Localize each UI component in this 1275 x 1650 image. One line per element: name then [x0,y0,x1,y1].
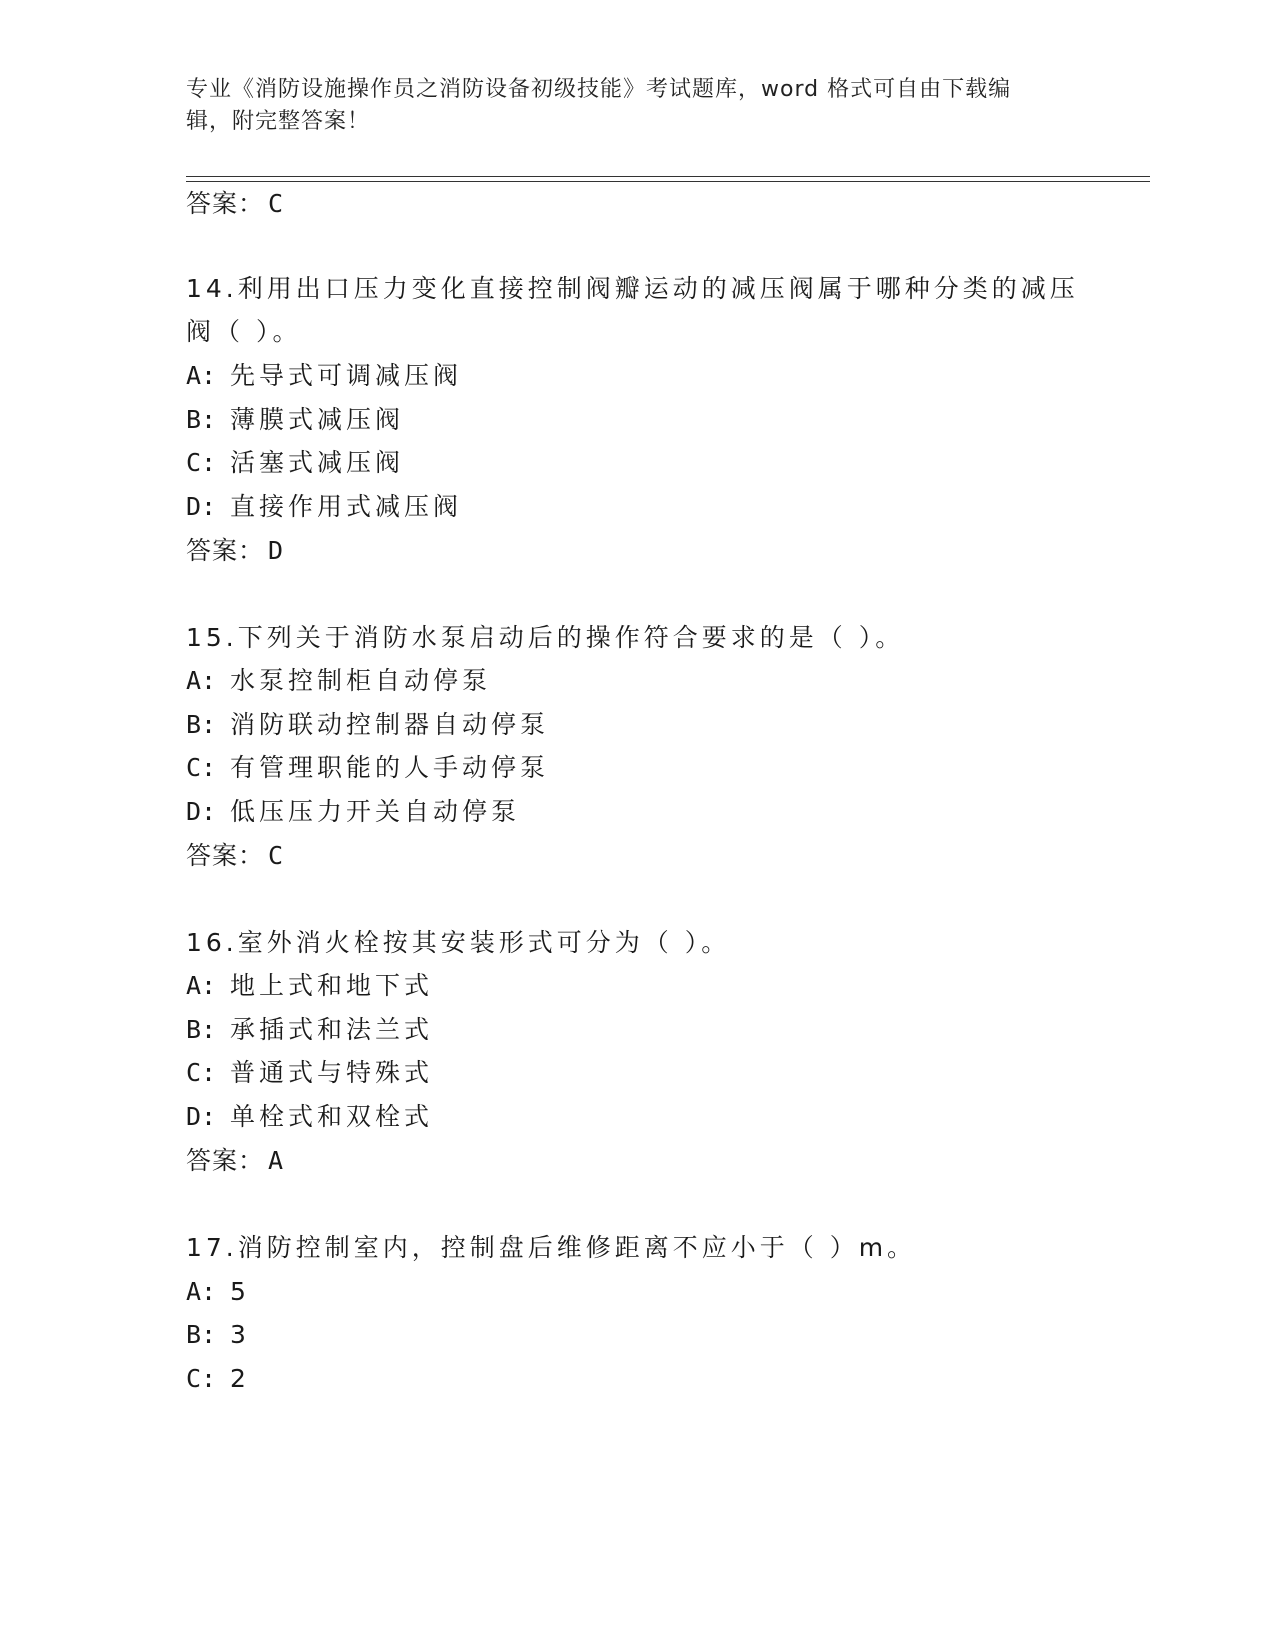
question-16-option-c [186,1057,433,1089]
option-text: 先导式可调减压阀 [230,361,463,390]
document-header [186,74,1066,138]
option-text: 低压压力开关自动停泵 [230,797,521,826]
answer-value: C [268,189,285,218]
header-line-2: 辑，附完整答案！ [186,109,371,134]
question-16-option-a [186,970,433,1002]
answer-label: 答案： [186,536,265,565]
question-17-option-a [186,1276,250,1308]
question-14-stem-line-1: 14.利用出口压力变化直接控制阀瓣运动的减压阀属于哪种分类的减压 [186,274,1079,303]
option-label: D: [186,797,217,826]
answer-value: A [268,1146,285,1175]
question-15-answer [186,840,284,872]
option-text: 2 [230,1364,250,1393]
answer-13 [186,188,284,220]
option-text: 单栓式和双栓式 [230,1102,434,1131]
option-label: C: [186,448,217,477]
option-text: 有管理职能的人手动停泵 [230,753,550,782]
question-15-option-c [186,752,549,784]
answer-value: C [268,841,285,870]
question-16-option-b [186,1014,433,1046]
question-17-option-c [186,1363,250,1395]
question-15-option-d [186,796,520,828]
question-17-stem: 17.消防控制室内，控制盘后维修距离不应小于（ ）m。 [186,1233,917,1262]
question-16-option-d [186,1101,433,1133]
option-label: B: [186,710,217,739]
option-text: 水泵控制柜自动停泵 [230,666,492,695]
question-15-stem: 15.下列关于消防水泵启动后的操作符合要求的是（ ）。 [186,623,905,652]
option-label: B: [186,1015,217,1044]
question-16-answer [186,1145,284,1177]
option-label: D: [186,1102,217,1131]
option-text: 普通式与特殊式 [230,1058,434,1087]
option-text: 消防联动控制器自动停泵 [230,710,550,739]
option-label: C: [186,753,217,782]
answer-label: 答案： [186,1146,265,1175]
question-17-option-b [186,1319,250,1351]
option-text: 薄膜式减压阀 [230,405,405,434]
question-14-option-b [186,404,404,436]
answer-value: D [268,536,285,565]
header-divider-top [186,176,1150,177]
option-label: C: [186,1364,217,1393]
option-label: A: [186,361,217,390]
option-label: D: [186,492,217,521]
question-14-stem-line-2: 阀（ ）。 [186,317,302,346]
answer-label: 答案： [186,841,265,870]
option-text: 5 [230,1277,250,1306]
option-label: A: [186,666,217,695]
header-line-1: 专业《消防设施操作员之消防设备初级技能》考试题库，word 格式可自由下载编 [186,77,1012,102]
option-text: 直接作用式减压阀 [230,492,463,521]
question-16-stem: 16.室外消火栓按其安装形式可分为（ ）。 [186,928,731,957]
option-label: B: [186,405,217,434]
question-14-option-a [186,360,462,392]
question-14-answer [186,535,284,567]
option-label: C: [186,1058,217,1087]
question-14-option-c [186,447,404,479]
question-15-option-a [186,665,491,697]
option-text: 3 [230,1320,250,1349]
question-15-option-b [186,709,549,741]
option-label: A: [186,1277,217,1306]
question-14-option-d [186,491,462,523]
header-divider-bottom [186,181,1150,182]
option-text: 活塞式减压阀 [230,448,405,477]
option-text: 承插式和法兰式 [230,1015,434,1044]
answer-label: 答案： [186,189,265,218]
option-label: B: [186,1320,217,1349]
option-label: A: [186,971,217,1000]
option-text: 地上式和地下式 [230,971,434,1000]
